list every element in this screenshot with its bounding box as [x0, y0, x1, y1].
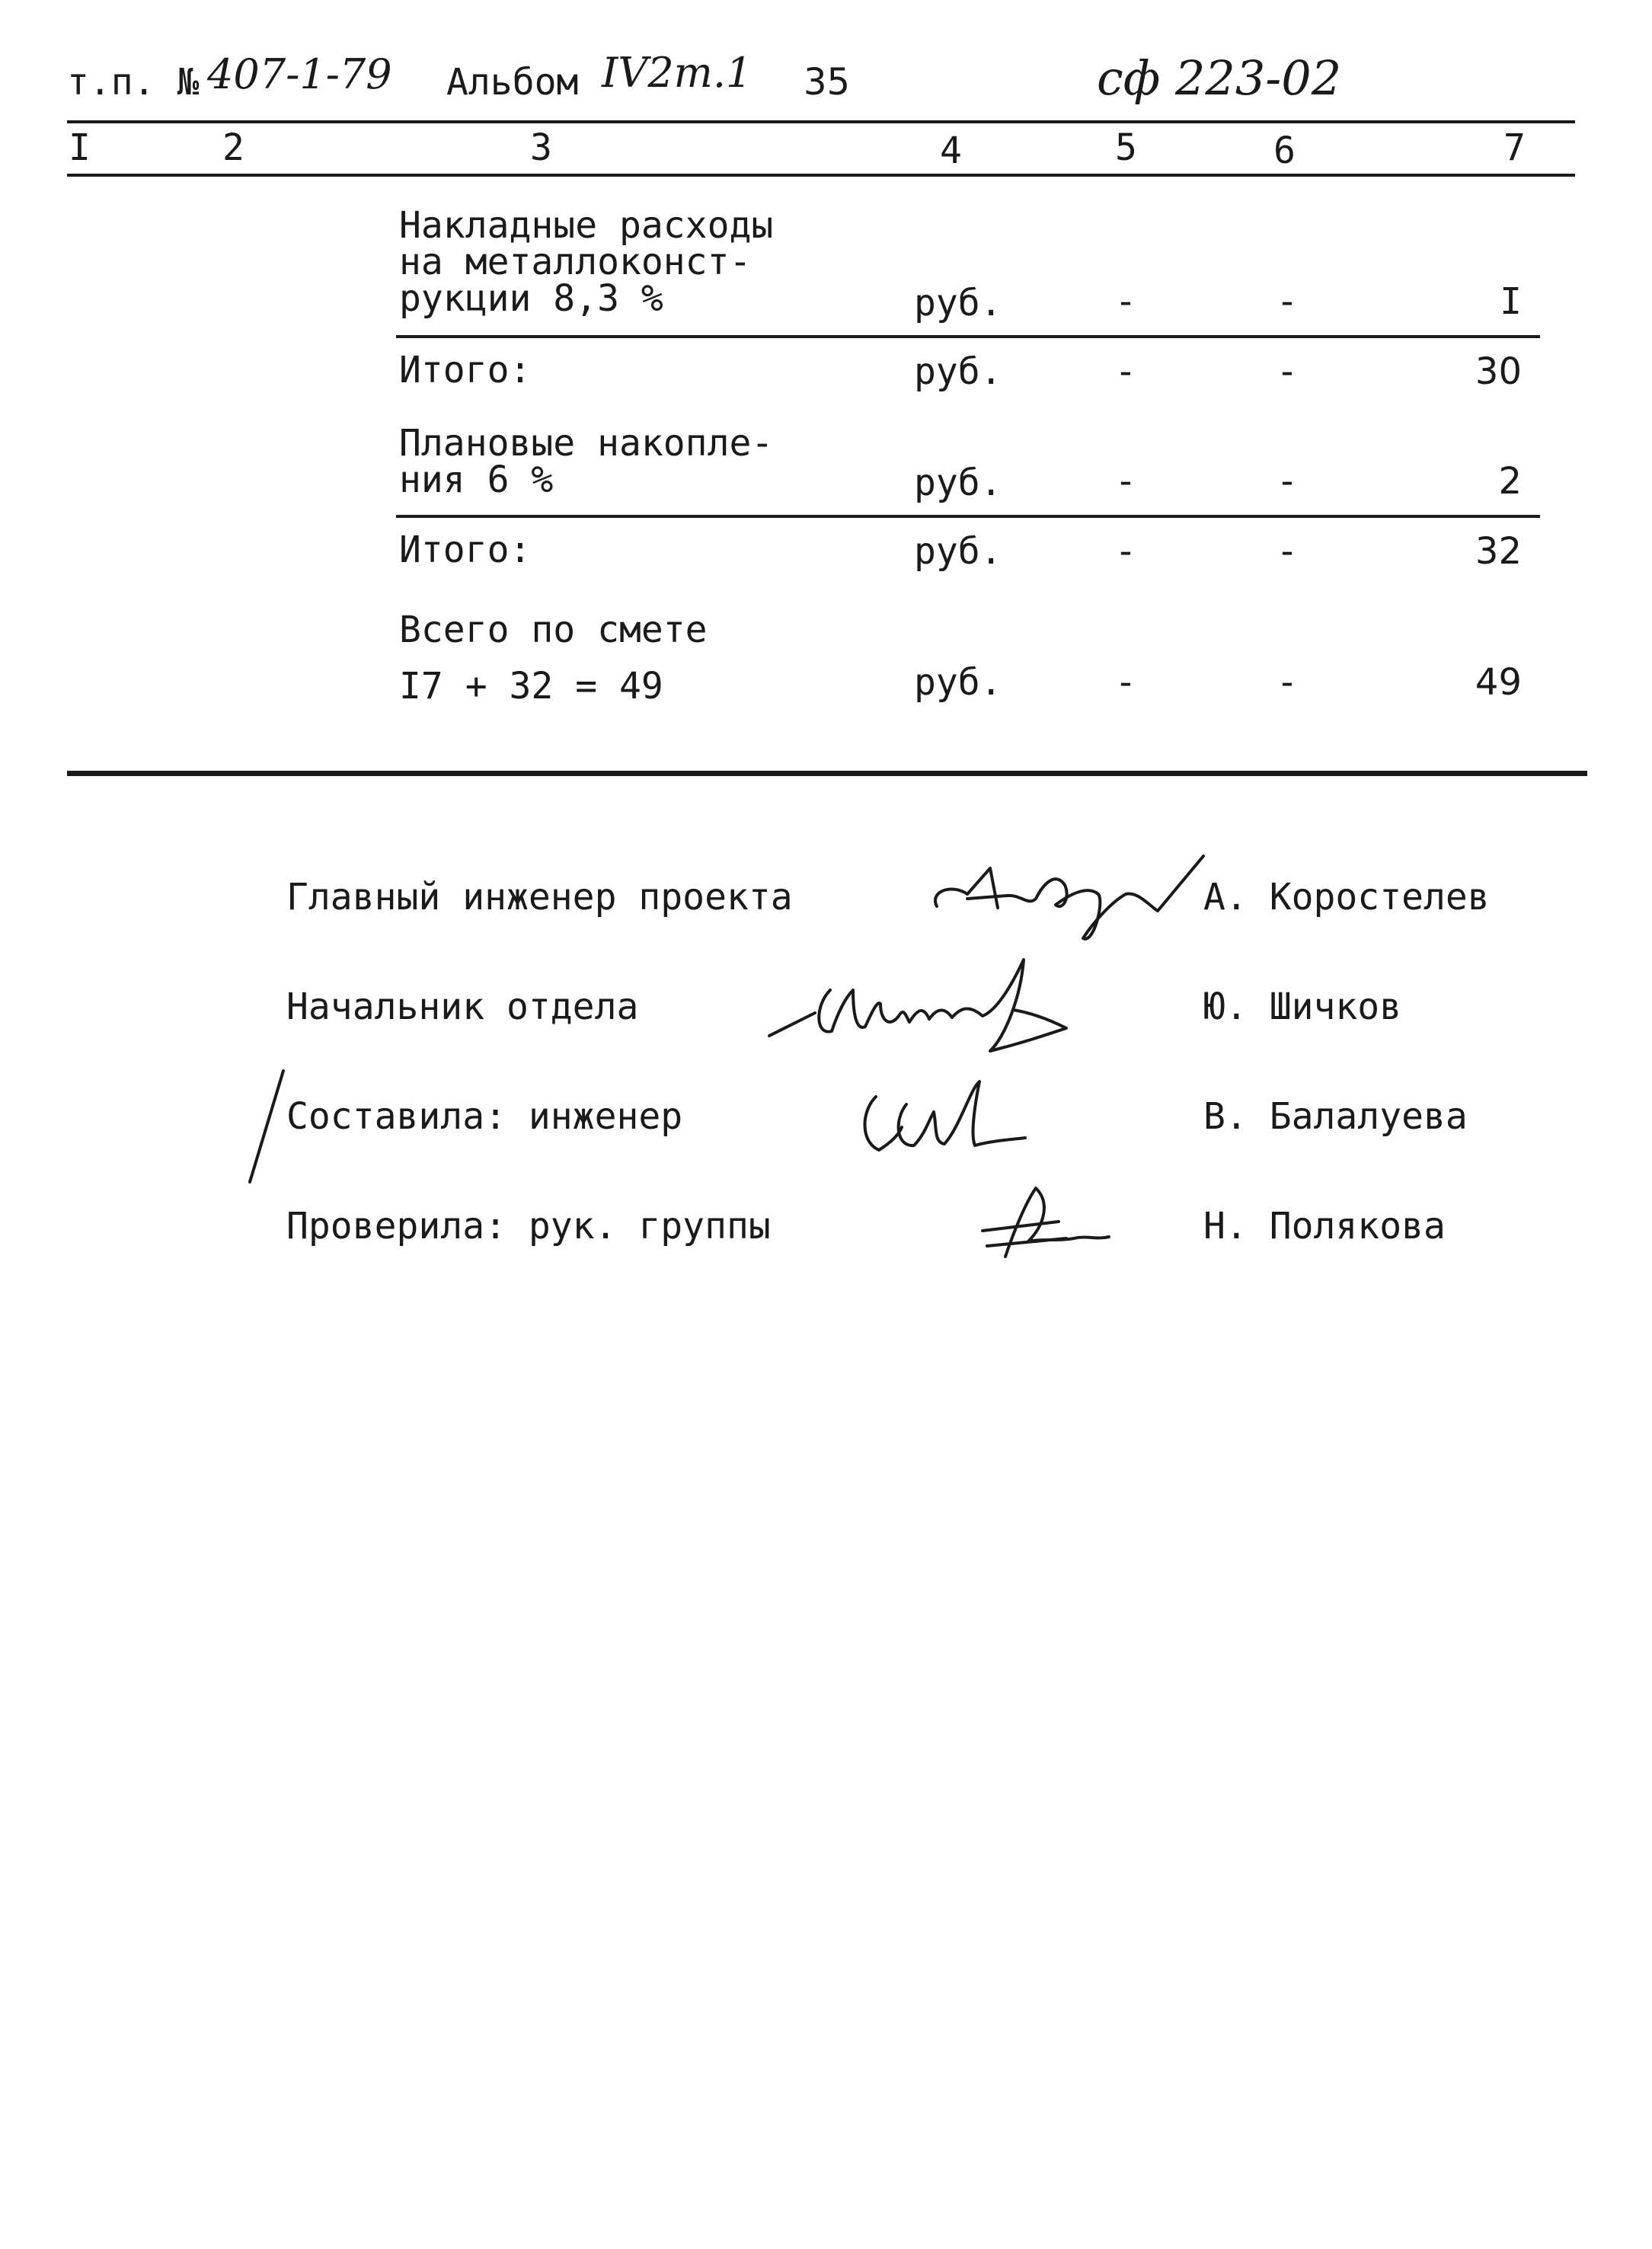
signature-name-4: Н. Полякова	[1203, 1205, 1446, 1247]
signature-name-2: Ю. Шичков	[1203, 986, 1402, 1028]
row-3-divider	[396, 515, 1540, 518]
signature-role-4: Проверила: рук. группы	[286, 1205, 771, 1247]
table-bottom-rule	[67, 771, 1587, 776]
signature-image-1	[922, 838, 1211, 952]
col-header-6: 6	[1273, 129, 1296, 172]
col-header-1: I	[69, 126, 91, 169]
col-header-4: 4	[940, 129, 962, 172]
header-tp-number: 407-1-79	[207, 50, 392, 98]
table-row-2-col5: -	[1114, 350, 1137, 393]
table-row-2-unit: руб.	[914, 350, 1002, 393]
signature-role-2: Начальник отдела	[286, 986, 639, 1028]
table-row-2-col7: 30	[1475, 350, 1522, 393]
table-row-1-col5: -	[1114, 280, 1137, 323]
header-rule-top	[67, 120, 1575, 123]
table-row-4-col7: 32	[1475, 530, 1522, 573]
table-row-2-col6: -	[1276, 350, 1299, 393]
signature-image-3	[845, 1066, 1074, 1165]
table-row-5-col6: -	[1276, 661, 1299, 704]
table-row-5-name: Всего по смете I7 + 32 = 49	[399, 609, 708, 708]
table-row-3-col5: -	[1114, 460, 1137, 503]
header-rule-bottom	[67, 174, 1575, 177]
table-row-4-unit: руб.	[914, 530, 1002, 573]
col-header-5: 5	[1115, 126, 1137, 169]
table-row-5-col7: 49	[1475, 661, 1522, 704]
col-header-2: 2	[222, 126, 244, 169]
table-row-5-unit: руб.	[914, 661, 1002, 704]
table-row-4-name: Итого:	[399, 529, 532, 571]
header-tp-prefix: т.п. №	[67, 61, 200, 104]
col-header-7: 7	[1503, 126, 1526, 169]
table-row-2-name: Итого:	[399, 349, 532, 391]
signature-role-3: Составила: инженер	[286, 1095, 683, 1138]
header-page-number: 35	[804, 61, 851, 104]
table-row-5-col5: -	[1114, 661, 1137, 704]
table-row-3-col7: 2	[1498, 460, 1522, 503]
table-row-1-col7: I	[1500, 280, 1522, 323]
table-row-1-col6: -	[1276, 280, 1299, 323]
table-row-1-unit: руб.	[914, 282, 1002, 324]
table-row-3-col6: -	[1276, 460, 1299, 503]
signature-name-3: В. Балалуева	[1203, 1095, 1468, 1138]
table-row-4-col5: -	[1114, 530, 1137, 573]
header-code: сф 223-02	[1097, 50, 1342, 106]
signature-name-1: А. Коростелев	[1203, 876, 1490, 918]
signature-image-2	[762, 937, 1142, 1066]
signature-image-4	[952, 1173, 1120, 1272]
header-album-label: Альбом	[446, 61, 579, 104]
table-row-3-name: Плановые накопле- ния 6 %	[399, 422, 774, 501]
table-row-4-col6: -	[1276, 530, 1299, 573]
table-row-3-unit: руб.	[914, 462, 1002, 504]
table-row-1-name: Накладные расходы на металлоконст- рукции 8,3 %	[399, 204, 774, 320]
col-header-3: 3	[530, 126, 552, 169]
row-1-divider	[396, 335, 1540, 338]
header-album-value: IV2т.1	[602, 49, 753, 97]
margin-slash-mark	[244, 1066, 289, 1188]
signature-role-1: Главный инженер проекта	[286, 876, 793, 918]
